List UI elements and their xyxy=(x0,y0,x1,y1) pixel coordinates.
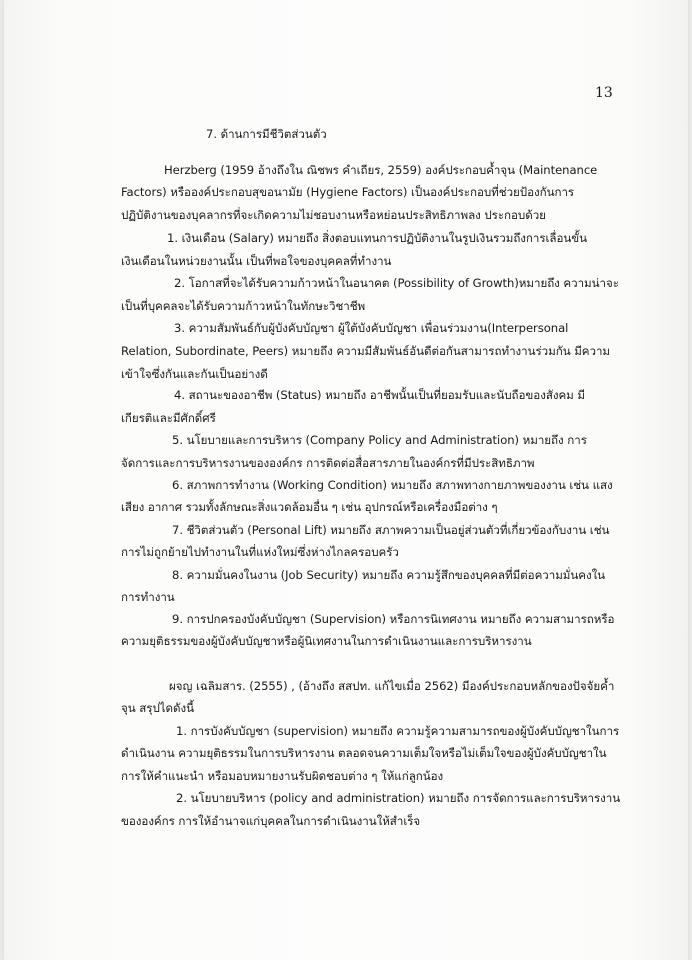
item-line: เป็นที่บุคคลจะได้รับความก้าวหน้าในทักษะวิชาชีพ xyxy=(121,299,366,313)
item-line: 3. ความสัมพันธ์กับผู้บังคับบัญชา ผู้ใต้บังคับบัญชา เพื่อนร่วมงาน(Interpersonal xyxy=(174,321,569,335)
item-line: เงินเดือนในหน่วยงานนั้น เป็นที่พอใจของบุคคลที่ทำงาน xyxy=(121,254,392,268)
second-intro-line: ผจญ เฉลิมสาร. (2555) , (อ้างถึง สสปท. แก้ไขเมื่อ 2562) มีองค์ประกอบหลักของปัจจัยค้ำ xyxy=(169,679,615,693)
intro-line: Herzberg (1959 อ้างถึงใน ณิชพร คำเถียร, 2559) องค์ประกอบค้ำจุน (Maintenance xyxy=(164,163,598,177)
item-line: การให้คำแนะนำ หรือมอบหมายงานรับผิดชอบต่าง ๆ ให้แก่ลูกน้อง xyxy=(121,769,444,783)
item-line: 8. ความมั่นคงในงาน (Job Security) หมายถึง ความรู้สึกของบุคคลที่มีต่อความมั่นคงใน xyxy=(172,568,606,582)
document-page xyxy=(4,0,688,960)
page-number: 13 xyxy=(595,85,613,101)
item-line: 9. การปกครองบังคับบัญชา (Supervision) หรือการนิเทศงาน หมายถึง ความสามารถหรือ xyxy=(172,612,615,626)
item-line: จัดการและการบริหารงานขององค์กร การติดต่อสื่อสารภายในองค์กรที่มีประสิทธิภาพ xyxy=(121,456,535,470)
item-line: ดำเนินงาน ความยุติธรรมในการบริหารงาน ตลอดจนความเต็มใจหรือไม่เต็มใจของผู้บังคับบัญชาใน xyxy=(121,746,607,760)
item-line: การไม่ถูกย้ายไปทำงานในที่แห่งใหม่ซึ่งห่างไกลครอบครัว xyxy=(121,545,399,559)
item-line: 1. การบังคับบัญชา (supervision) หมายถึง ความรู้ความสามารถของผู้บังคับบัญชาในการ xyxy=(176,724,620,738)
item-line: 5. นโยบายและการบริหาร (Company Policy and Administration) หมายถึง การ xyxy=(172,433,587,447)
item-line: 1. เงินเดือน (Salary) หมายถึง สิ่งตอบแทนการปฏิบัติงานในรูปเงินรวมถึงการเลื่อนขั้น xyxy=(167,231,588,245)
section-title: 7. ด้านการมีชีวิตส่วนตัว xyxy=(206,127,327,141)
intro-line: ปฏิบัติงานของบุคลากรที่จะเกิดความไม่ชอบงานหรือหย่อนประสิทธิภาพลง ประกอบด้วย xyxy=(121,208,546,222)
item-line: เข้าใจซึ่งกันและกันเป็นอย่างดี xyxy=(121,367,268,381)
item-line: 7. ชีวิตส่วนตัว (Personal Lift) หมายถึง สภาพความเป็นอยู่ส่วนตัวที่เกี่ยวข้องกับงาน เช่น xyxy=(172,523,610,537)
item-line: Relation, Subordinate, Peers) หมายถึง ความมีสัมพันธ์อันดีต่อกันสามารถทำงานร่วมกัน มีความ xyxy=(121,344,611,358)
item-line: 2. นโยบายบริหาร (policy and administration) หมายถึง การจัดการและการบริหารงาน xyxy=(176,791,621,805)
item-line: การทำงาน xyxy=(121,590,175,604)
item-line: เกียรติและมีศักดิ์ศรี xyxy=(121,411,216,425)
item-line: 4. สถานะของอาชีพ (Status) หมายถึง อาชีพนั้นเป็นที่ยอมรับและนับถือของสังคม มี xyxy=(174,388,585,402)
item-line: ขององค์กร การให้อำนาจแก่บุคคลในการดำเนินงานให้สำเร็จ xyxy=(121,814,421,828)
item-line: 2. โอกาสที่จะได้รับความก้าวหน้าในอนาคต (Possibility of Growth)หมายถึง ความน่าจะ xyxy=(174,276,619,290)
item-line: 6. สภาพการทำงาน (Working Condition) หมายถึง สภาพทางกายภาพของงาน เช่น แสง xyxy=(172,478,613,492)
item-line: เสียง อากาศ รวมทั้งลักษณะสิ่งแวดล้อมอื่น ๆ เช่น อุปกรณ์หรือเครื่องมือต่าง ๆ xyxy=(121,500,498,514)
intro-line: Factors) หรือองค์ประกอบสุขอนามัย (Hygiene Factors) เป็นองค์ประกอบที่ช่วยป้องกันการ xyxy=(121,185,575,199)
item-line: ความยุติธรรมของผู้บังคับบัญชาหรือผู้นิเทศงานในการดำเนินงานและการบริหารงาน xyxy=(121,634,532,648)
second-intro-line: จุน สรุปไดดังนี้ xyxy=(121,701,194,715)
